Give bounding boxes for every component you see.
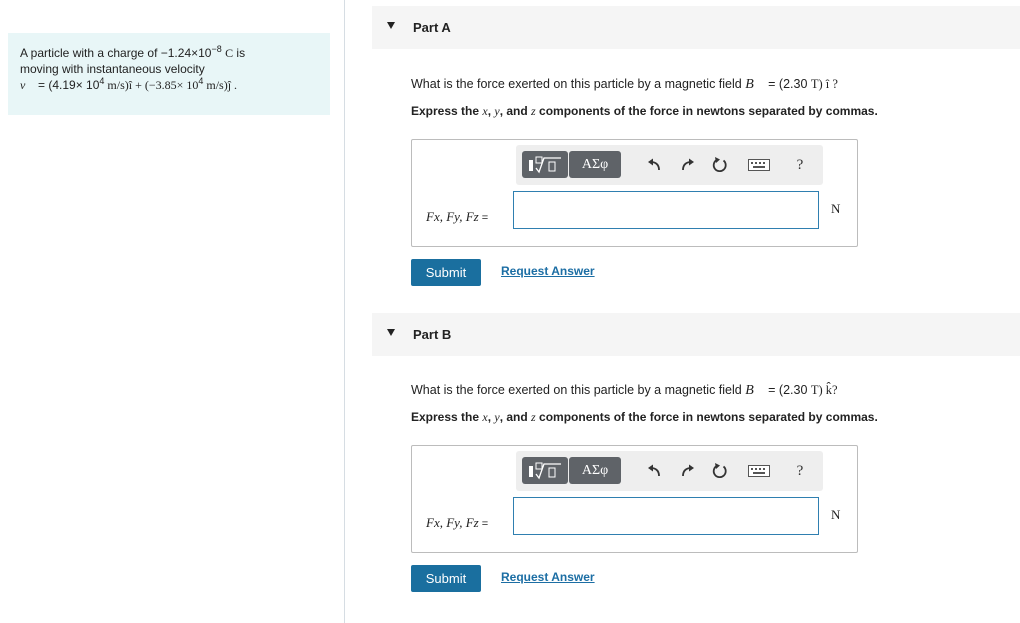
undo-icon[interactable] bbox=[644, 461, 664, 481]
keyboard-icon[interactable] bbox=[748, 155, 770, 175]
part-a-question: What is the force exerted on this particle by a magnetic field B⃗ = (2.30 T) î ? bbox=[411, 77, 838, 92]
redo-icon[interactable] bbox=[678, 155, 698, 175]
part-b-header[interactable] bbox=[372, 313, 1020, 356]
answer-label: Fx, Fy, Fz = bbox=[426, 515, 489, 530]
math-toolbar bbox=[516, 451, 823, 491]
problem-statement bbox=[8, 33, 330, 115]
unit-label: N bbox=[831, 507, 841, 522]
charge-unit: C bbox=[225, 46, 234, 60]
reset-icon[interactable] bbox=[710, 461, 730, 481]
part-b-answer-input[interactable] bbox=[513, 497, 819, 535]
collapse-arrow-icon[interactable] bbox=[387, 22, 395, 29]
charge-value: −1.24×10 bbox=[160, 46, 212, 60]
help-icon[interactable]: ? bbox=[796, 156, 804, 173]
templates-button[interactable] bbox=[522, 151, 568, 178]
column-divider bbox=[344, 0, 345, 623]
templates-button[interactable] bbox=[522, 457, 568, 484]
part-a-title: Part A bbox=[413, 20, 451, 35]
greek-symbols-button[interactable]: ΑΣφ bbox=[569, 457, 621, 484]
part-b-request-answer-link[interactable]: Request Answer bbox=[501, 570, 595, 584]
collapse-arrow-icon[interactable] bbox=[387, 329, 395, 336]
templates-icon bbox=[527, 155, 563, 175]
part-b-question: What is the force exerted on this particle by a magnetic field B⃗ = (2.30 T) k̂? bbox=[411, 383, 838, 398]
templates-icon bbox=[527, 461, 563, 481]
redo-icon[interactable] bbox=[678, 461, 698, 481]
part-b-instruction: Express the x, y, and z components of the force in newtons separated by commas. bbox=[411, 410, 878, 424]
part-a-instruction: Express the x, y, and z components of the force in newtons separated by commas. bbox=[411, 104, 878, 118]
reset-icon[interactable] bbox=[710, 155, 730, 175]
unit-label: N bbox=[831, 201, 841, 216]
problem-line-2: moving with instantaneous velocity bbox=[20, 62, 205, 76]
part-b-answer-box bbox=[411, 445, 858, 553]
part-b-submit-button[interactable]: Submit bbox=[411, 565, 481, 592]
velocity-expression: v⃗ = ($4.19\times 10^4$ m/s)î + ($-3.85\times 10^4$ m/s)ĵ . bbox=[20, 76, 238, 92]
greek-symbols-button[interactable]: ΑΣφ bbox=[569, 151, 621, 178]
keyboard-icon[interactable] bbox=[748, 461, 770, 481]
undo-icon[interactable] bbox=[644, 155, 664, 175]
answer-label: Fx, Fy, Fz = bbox=[426, 209, 489, 224]
part-a-answer-box bbox=[411, 139, 858, 247]
math-toolbar bbox=[516, 145, 823, 185]
help-icon[interactable]: ? bbox=[796, 462, 804, 479]
part-a-header[interactable] bbox=[372, 6, 1020, 49]
problem-line-1: A particle with a charge of $-1.24\times 10^{-8}$ C is bbox=[20, 44, 246, 60]
part-a-answer-input[interactable] bbox=[513, 191, 819, 229]
part-b-title: Part B bbox=[413, 327, 452, 342]
part-a-submit-button[interactable]: Submit bbox=[411, 259, 481, 286]
part-a-request-answer-link[interactable]: Request Answer bbox=[501, 264, 595, 278]
